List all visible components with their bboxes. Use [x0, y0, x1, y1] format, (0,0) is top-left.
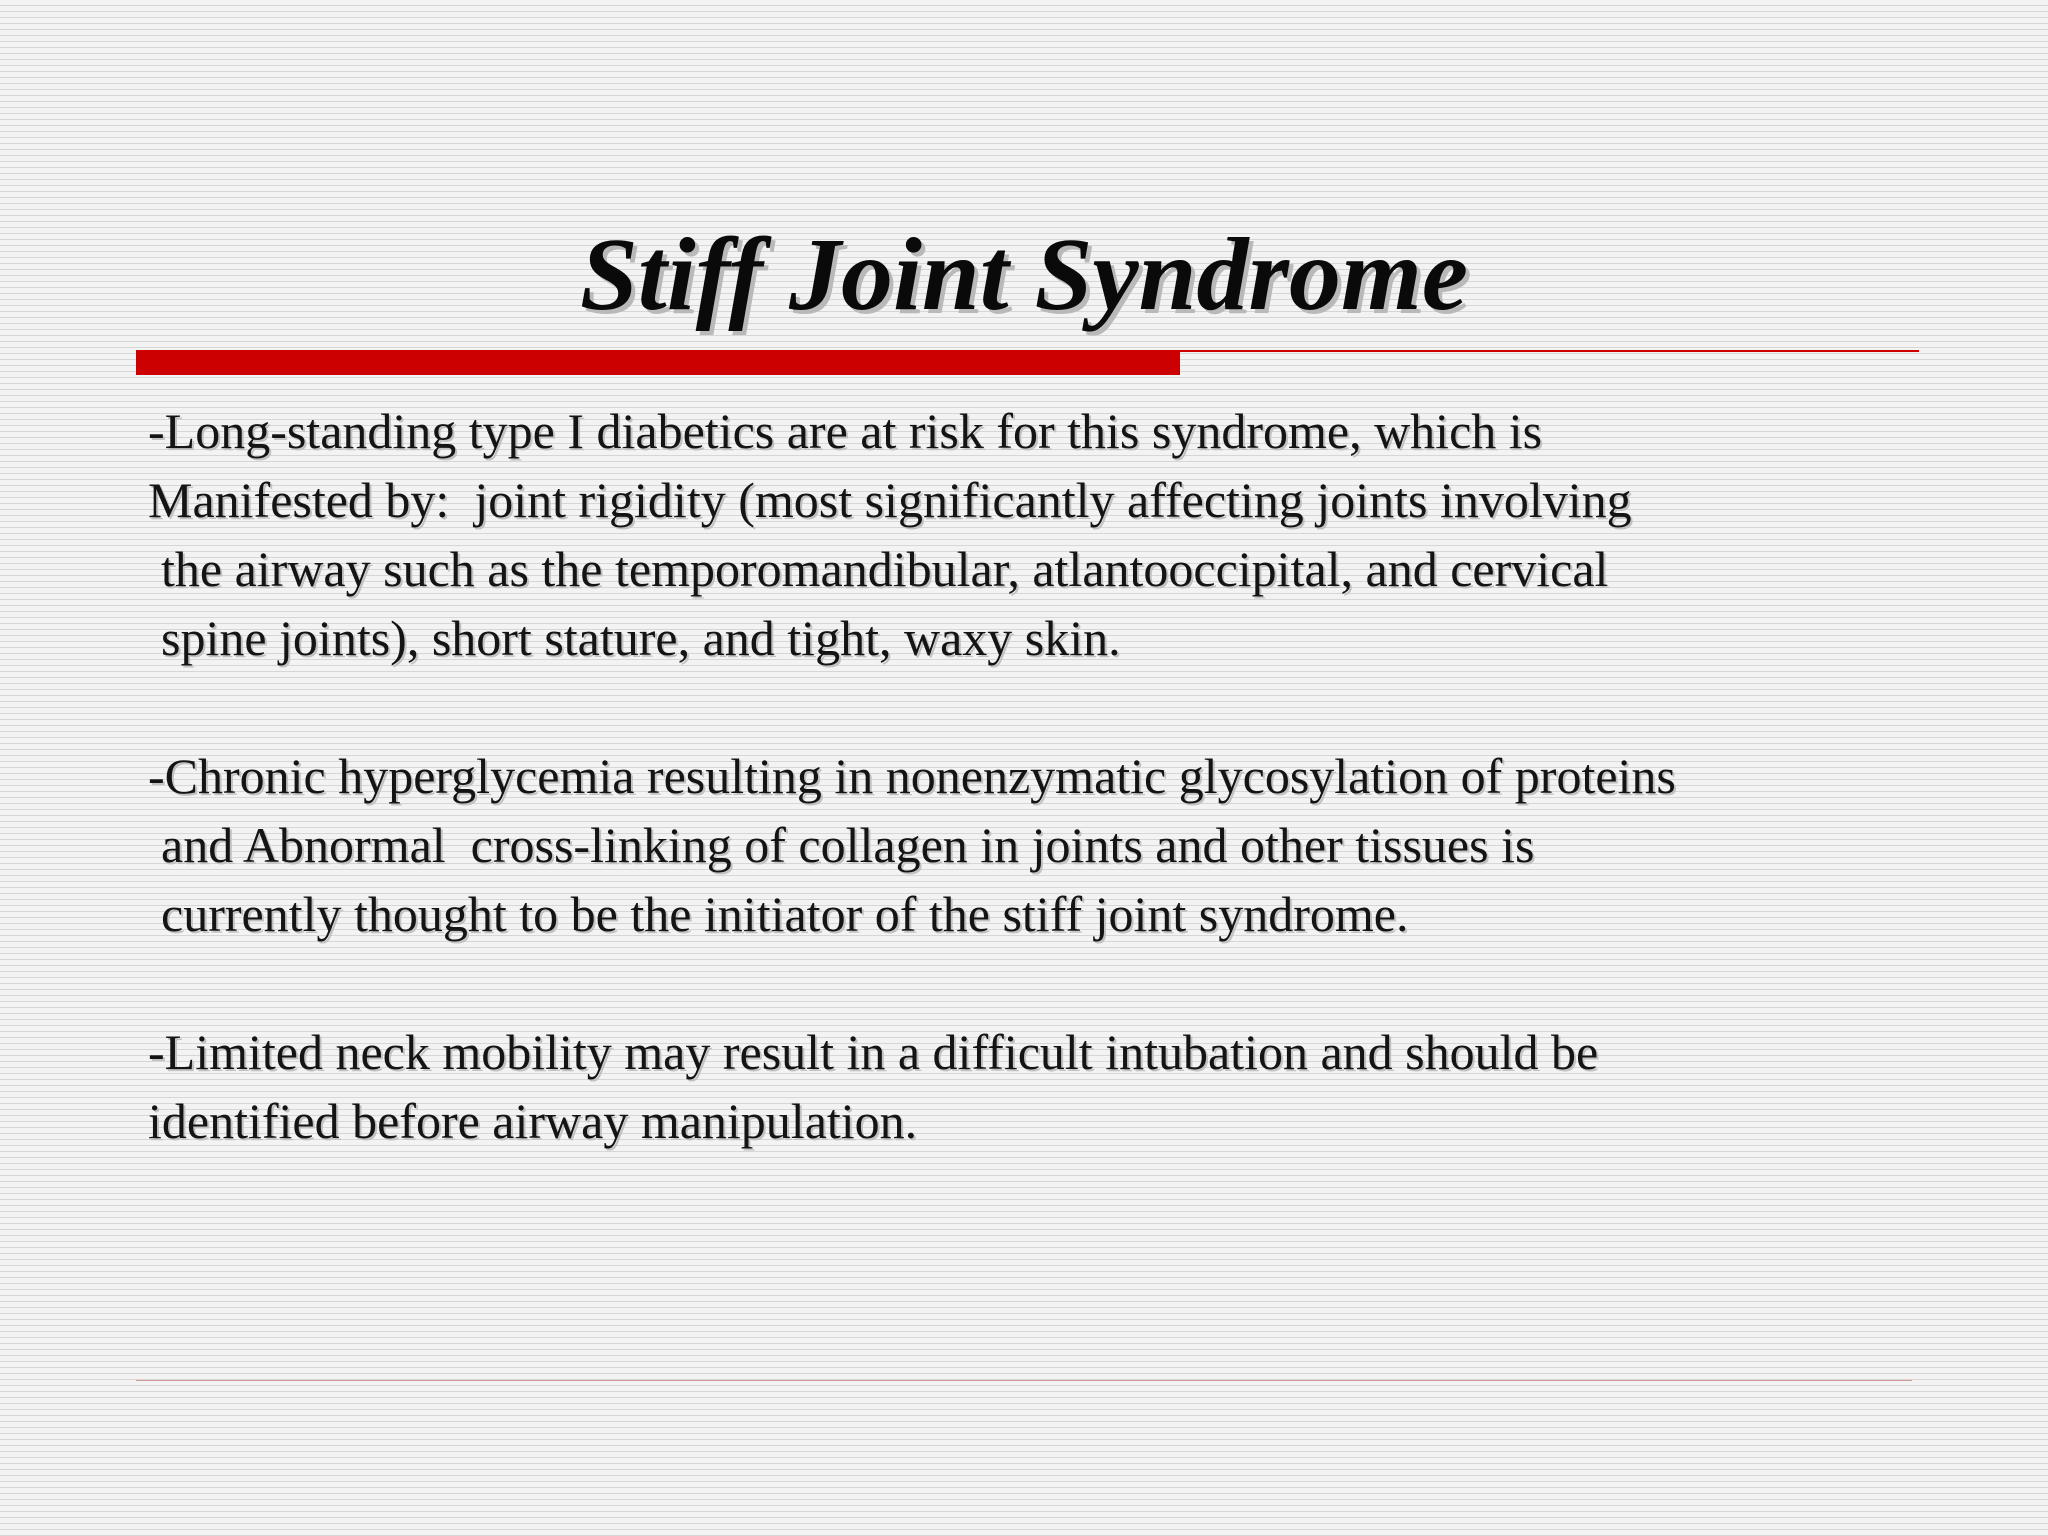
paragraph-mechanism [148, 742, 1928, 949]
paragraph-risk-factors [148, 397, 1928, 673]
body-line: identified before airway manipulation. [148, 1093, 918, 1149]
paragraph-airway [148, 1018, 1928, 1156]
body-line: and Abnormal cross-linking of collagen in joints and other tissues is [161, 817, 1535, 873]
footer-divider [136, 1380, 1912, 1381]
title-underline-thick [136, 350, 1180, 375]
body-line: Manifested by: joint rigidity (most significantly affecting joints involving [148, 472, 1632, 528]
body-line: spine joints), short stature, and tight, waxy skin. [161, 610, 1121, 666]
slide-body [148, 397, 1928, 1225]
body-line: -Limited neck mobility may result in a difficult intubation and should be [148, 1024, 1599, 1080]
title-underline-thin [1180, 350, 1919, 352]
body-line: currently thought to be the initiator of the stiff joint syndrome. [161, 886, 1409, 942]
body-line: -Chronic hyperglycemia resulting in nonenzymatic glycosylation of proteins [148, 748, 1676, 804]
slide-title: Stiff Joint Syndrome [579, 217, 1468, 332]
body-line: -Long-standing type I diabetics are at risk for this syndrome, which is [148, 403, 1543, 459]
body-line: the airway such as the temporomandibular, atlantooccipital, and cervical [161, 541, 1609, 597]
